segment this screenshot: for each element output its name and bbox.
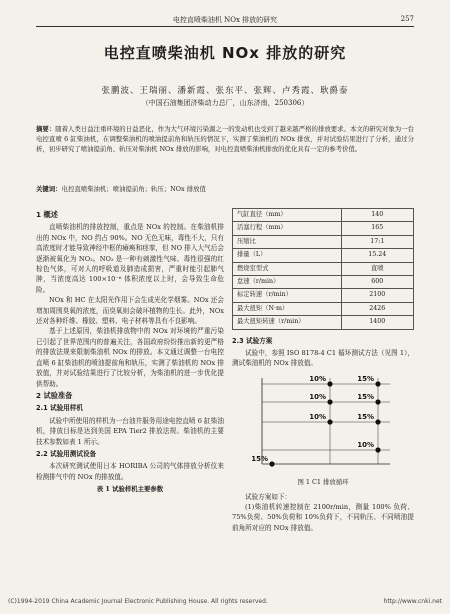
- spec-table: [232, 208, 414, 330]
- keywords: [36, 184, 414, 193]
- param-label: 最大扭矩（N·m）: [233, 302, 342, 315]
- paper-title: 电控直喷柴油机 NOx 排放的研究: [103, 44, 347, 62]
- keywords-text: 电控直喷柴油机；喷油提前角；轨压；NOx 排放值: [61, 185, 206, 193]
- body-paragraph: 本次研究测试使用日本 HORIBA 公司的气体排放分析仪来检测排气中的 NOx 的排放值。: [36, 462, 224, 481]
- subsection-heading-2-3: 2.3 试验方案: [232, 336, 273, 345]
- running-head-title: 电控直喷柴油机 NOx 排放的研究: [172, 16, 278, 24]
- data-label: 10%: [357, 440, 374, 449]
- param-label: 排量（L）: [233, 249, 342, 262]
- abstract-label: 摘要：: [36, 125, 56, 133]
- page-footer: [8, 598, 442, 605]
- section-heading-2: 2 试验准备: [36, 390, 73, 400]
- body-paragraph: 试验中，参照 ISO 8178-4 C1 循环测试方法（见图 1），测试柴油机的 NOx 排放值。: [232, 348, 414, 368]
- keywords-label: 关键词：: [36, 185, 62, 193]
- param-value: 2100: [341, 289, 413, 302]
- data-point: [269, 461, 274, 466]
- table-row: [233, 275, 414, 288]
- data-label: 15%: [251, 454, 268, 463]
- running-head: [36, 14, 414, 27]
- data-point: [327, 399, 332, 404]
- param-value: 1400: [341, 316, 413, 329]
- param-value: 2426: [341, 302, 413, 315]
- param-label: 最大扭矩转速（r/min）: [233, 316, 342, 329]
- right-column: [232, 208, 414, 533]
- author-list: 张鹏波、王瑞丽、潘新霞、张东平、张辉、卢秀霞、耿爵泰: [101, 86, 349, 96]
- abstract: [36, 124, 414, 154]
- body-paragraph: 试验方案如下：: [245, 492, 292, 501]
- table-row: [233, 222, 414, 235]
- param-value: 165: [341, 222, 413, 235]
- param-value: 15.24: [341, 249, 413, 262]
- data-label: 10%: [309, 412, 326, 421]
- data-point: [327, 419, 332, 424]
- param-label: 怠速（r/min）: [233, 275, 342, 288]
- body-paragraph: NOx 和 HC 在太阳光作用下会生成光化学烟雾。NOx 还会增加周围臭氧的浓度，而臭氧则会破坏植物的生长。此外，NOx 还对各种纤维、橡胶、塑料、电子材料等具有不良影响。: [36, 296, 224, 326]
- data-point: [375, 399, 380, 404]
- table-row: [233, 262, 414, 275]
- table-row: [233, 235, 414, 248]
- body-paragraph: 基于上述原因，柴油机排放物中的 NOx 对环境的严重污染已引起了世界范围内的普遍关注，各国政府纷纷推出新的更严格的排放法规来限制柴油机 NOx 的排放。本文通过调整一台电控直喷 6 缸柴油机的喷油提前角和轨压，实测了柴油机的 NOx 排放值，并对试验结果进行了比较分析，为柴油机的进一步优化提供帮助。: [36, 327, 224, 388]
- body-paragraph: (1)柴油机转速控制在 2100r/min，测量 100% 负荷、75%负荷、50%负荷和 10%负荷下，不同轨压、不同喷油提前角所对应的 NOx 排放值。: [232, 502, 414, 532]
- affiliation: （中国石油集团济柴动力总厂，山东济南，250306）: [141, 99, 309, 107]
- body-paragraph: 直喷柴油机的排放控制，重点是 NOx 的控制。在柴油机排出的 NOx 中，NO 约占 90%。NO 无色无味，毒性不大，只有高浓度时才能导致神经中枢的瘫痪和痉挛，但 NO 排入大气后会逐渐被氧化为 NO₂。NO₂ 是一种有刺激性气味、毒性很强的红棕色气体，可对人的呼吸道及肺造成损害，严重时能引起肺气肿，当浓度高达 100×10⁻⁶ 体积浓度以上时，会导致生命危险。: [36, 223, 224, 294]
- left-column: [36, 208, 224, 495]
- page-number: 257: [400, 15, 414, 23]
- abstract-text: 随着人类日益注重环境的日益恶化，作为大气环境污染源之一的发动机也受到了越来越严格的排放要求。本文的研究对象为一台电控直喷 6 缸柴油机，在调整柴油机的喷油提前角和轨压的情况下，实测了柴油机的 NOx 排放，并对试验结果进行了分析，通过分析，初步研究了喷油提前角、轨压对柴油机 NOx 排放的影响，对电控直喷柴油机排放的优化具有一定的参考价值。: [36, 125, 415, 153]
- data-label: 15%: [357, 392, 374, 401]
- param-label: 压缩比: [233, 235, 342, 248]
- copyright-text: (C)1994-2019 China Academic Journal Electronic Publishing House. All rights reserved.: [8, 598, 268, 605]
- param-value: 600: [341, 275, 413, 288]
- figure-caption: 图 1 C1 排放循环: [297, 478, 349, 487]
- body-paragraph: 试验中所使用的样机为一台油井服务用途电控直喷 6 缸柴油机，排放目标是达到美国 EPA Tier2 排放法规。柴油机的主要技术参数如表 1 所示。: [36, 416, 224, 446]
- param-label: 活塞行程（mm）: [233, 222, 342, 235]
- table-caption: 表 1 试验样机主要参数: [96, 485, 164, 494]
- data-label: 10%: [309, 392, 326, 401]
- data-point: [375, 447, 380, 452]
- c1-cycle-svg: [240, 372, 400, 472]
- data-point: [327, 381, 332, 386]
- table-row: [233, 302, 414, 315]
- data-label: 15%: [357, 374, 374, 383]
- param-value: 17:1: [341, 235, 413, 248]
- subsection-heading-2-1: 2.1 试验用样机: [36, 404, 83, 413]
- data-label: 10%: [309, 374, 326, 383]
- param-value: 直喷: [341, 262, 413, 275]
- param-label: 标定转速（r/min）: [233, 289, 342, 302]
- footer-url: http://www.cnki.net: [383, 598, 442, 605]
- table-row: [233, 209, 414, 222]
- data-point: [375, 381, 380, 386]
- data-point: [375, 419, 380, 424]
- param-value: 140: [341, 209, 413, 222]
- data-label: 15%: [357, 412, 374, 421]
- subsection-heading-2-2: 2.2 试验用测试设备: [36, 449, 97, 458]
- c1-cycle-chart: [240, 372, 414, 475]
- table-row: [233, 249, 414, 262]
- param-label: 气缸直径（mm）: [233, 209, 342, 222]
- param-label: 燃烧室型式: [233, 262, 342, 275]
- table-row: [233, 289, 414, 302]
- table-row: [233, 316, 414, 329]
- section-heading-1: 1 概述: [36, 210, 58, 219]
